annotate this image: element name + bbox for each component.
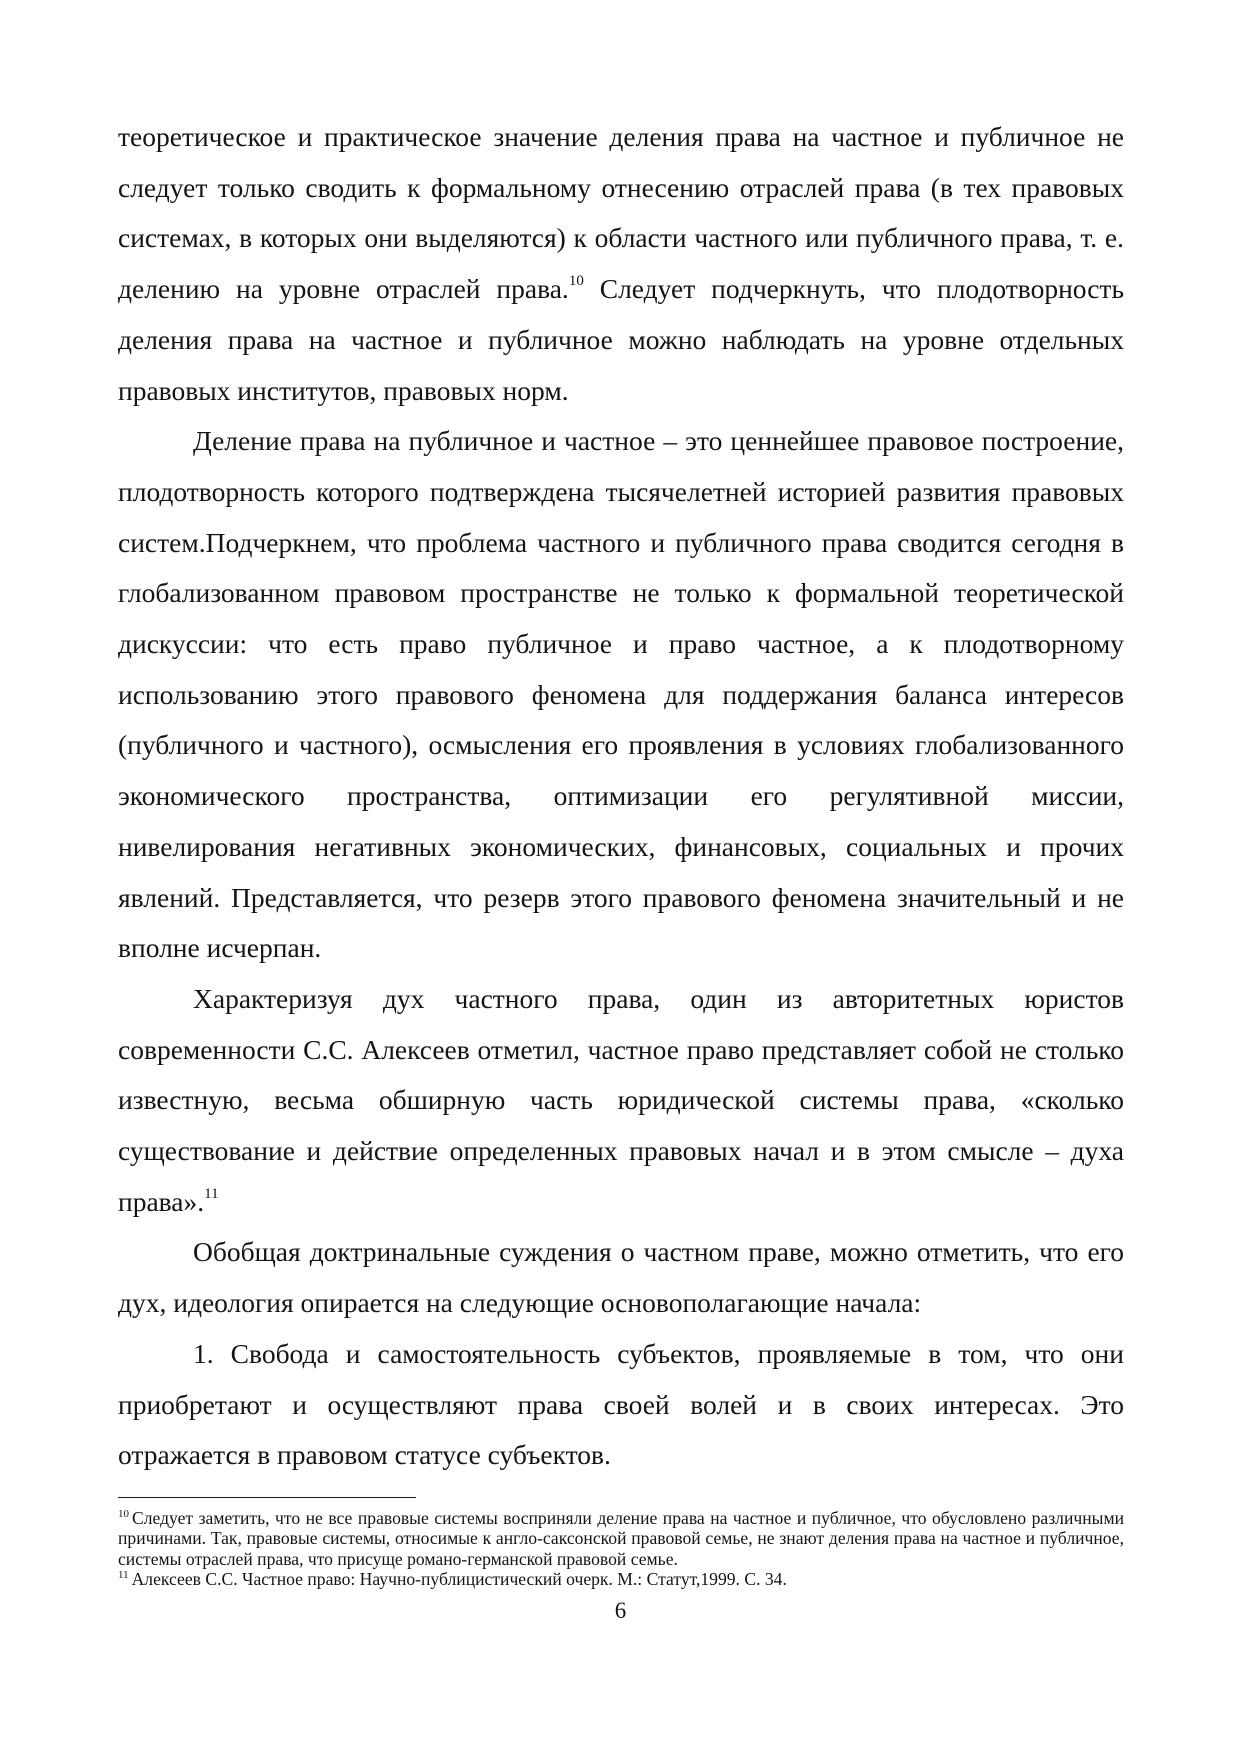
page-number: 6 xyxy=(614,1598,627,1623)
footnote-11 xyxy=(118,1569,1124,1589)
footnote-10 xyxy=(118,1508,1124,1569)
footnote-11-number: 11 xyxy=(118,1569,129,1582)
paragraph-2: Деление права на публичное и частное – это ценнейшее правовое построение, плодотворность которого подтверждена тысячелетней историей развития правовых систем.Подчеркнем, что проблема частного и публичного права сводится сегодня в глобализованном правовом пространстве не только к формальной теоретической дискуссии: что есть право публичное и право частное, а к плодотворному использованию этого правового феномена для поддержания баланса интересов (публичного и частного), осмысления его проявления в условиях глобализованного экономического пространства, оптимизации его регулятивной миссии, нивелирования негативных экономических, финансовых, социальных и прочих явлений. Представляется, что резерв этого правового феномена значительный и не вполне исчерпан. xyxy=(118,425,1124,964)
footnote-11-text: Алексеев С.С. Частное право: Научно-публицистический очерк. М.: Статут,1999. С. 34. xyxy=(131,1569,787,1590)
paragraph-1-text: теоретическое и практическое значение деления права на частное и публичное не следует только сводить к формальному отнесению отраслей права (в тех правовых системах, в которых они выделяются) к области частного или публичного права, т. е. делению на уровне отраслей права. xyxy=(118,121,1124,305)
footnote-10-text: Следует заметить, что не все правовые системы восприняли деление права на частное и публичное, что обусловлено различными причинами. Так, правовые системы, относимые к англо-саксонской правовой семье, не знают деления права на частное и публичное, системы отраслей права, что присуще романо-германской правовой семье. xyxy=(118,1508,1124,1569)
paragraph-4: Обобщая доктринальные суждения о частном праве, можно отметить, что его дух, идеология опирается на следующие основополагающие начала: xyxy=(118,1236,1124,1319)
footnote-ref-10[interactable]: 10 xyxy=(568,272,584,289)
paragraph-1 xyxy=(118,112,1124,416)
footnote-separator xyxy=(118,1497,416,1498)
footnote-ref-11[interactable]: 11 xyxy=(204,1185,219,1202)
footnotes xyxy=(118,1508,1124,1590)
body-text xyxy=(118,112,1124,1481)
paragraph-5: 1. Свобода и самостоятельность субъектов, проявляемые в том, что они приобретают и осуществляют права своей волей и в своих интересах. Это отражается в правовом статусе субъектов. xyxy=(118,1337,1124,1471)
paragraph-1-text-continued: Следует подчеркнуть, что плодотворность деления права на частное и публичное можно наблюдать на уровне отдельных правовых институтов, правовых норм. xyxy=(118,273,1124,406)
footnote-10-number: 10 xyxy=(118,1508,129,1521)
paragraph-3-text: Характеризуя дух частного права, один из авторитетных юристов современности С.С. Алексеев отметил, частное право представляет собой не столько известную, весьма обширную часть юридической системы права, «сколько существование и действие определенных правовых начал и в этом смысле – духа права». xyxy=(118,982,1124,1217)
paragraph-3 xyxy=(118,974,1124,1228)
